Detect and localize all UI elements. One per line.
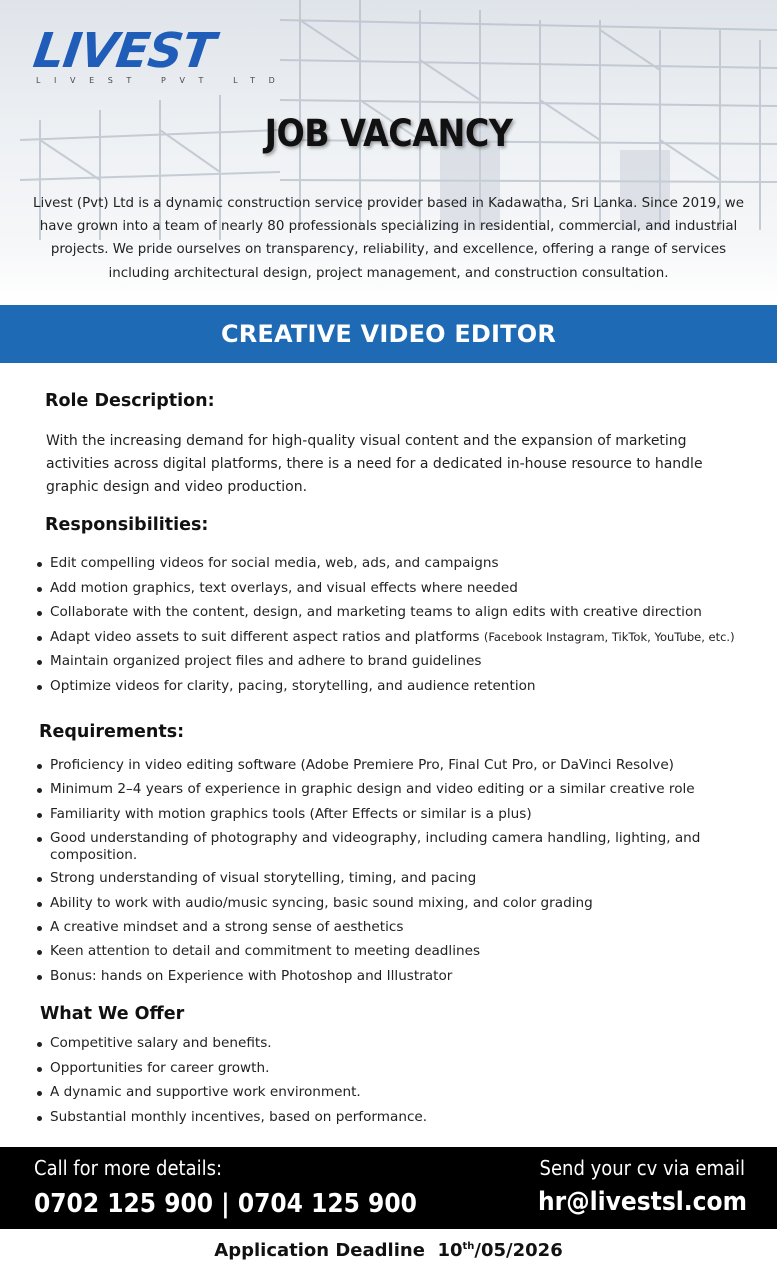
list-item: Minimum 2–4 years of experience in graphic design and video editing or a similar creative role bbox=[36, 781, 736, 805]
company-logo bbox=[30, 23, 289, 88]
logo-wordmark: LIVEST bbox=[30, 23, 218, 79]
deadline-day-suffix: th bbox=[462, 1241, 475, 1252]
list-item: Substantial monthly incentives, based on performance. bbox=[36, 1109, 427, 1134]
list-item: Add motion graphics, text overlays, and visual effects where needed bbox=[36, 580, 735, 605]
list-item: Keen attention to detail and commitment to meeting deadlines bbox=[36, 943, 736, 967]
requirements-list bbox=[36, 757, 736, 992]
list-item: Edit compelling videos for social media, web, ads, and campaigns bbox=[36, 555, 735, 580]
list-item: Optimize videos for clarity, pacing, storytelling, and audience retention bbox=[36, 678, 735, 703]
list-item: Bonus: hands on Experience with Photoshop and Illustrator bbox=[36, 968, 736, 992]
list-item: Competitive salary and benefits. bbox=[36, 1035, 427, 1060]
email-address[interactable]: hr@livestsl.com bbox=[538, 1187, 747, 1217]
position-banner bbox=[0, 305, 777, 363]
deadline-label: Application Deadline bbox=[214, 1240, 425, 1261]
role-heading: Role Description: bbox=[45, 391, 215, 411]
list-item: A dynamic and supportive work environment. bbox=[36, 1084, 427, 1109]
contact-footer bbox=[0, 1147, 777, 1229]
list-item: Familiarity with motion graphics tools (After Effects or similar is a plus) bbox=[36, 806, 736, 830]
offer-list bbox=[36, 1035, 427, 1133]
phone-numbers[interactable]: 0702 125 900 | 0704 125 900 bbox=[34, 1189, 417, 1219]
responsibilities-list bbox=[36, 555, 735, 703]
deadline-day: 10 bbox=[437, 1240, 463, 1261]
list-item: Good understanding of photography and videography, including camera handling, lighting, and composition. bbox=[36, 830, 736, 870]
list-item: Strong understanding of visual storytelling, timing, and pacing bbox=[36, 870, 736, 894]
responsibilities-heading: Responsibilities: bbox=[45, 515, 209, 535]
list-item: A creative mindset and a strong sense of aesthetics bbox=[36, 919, 736, 943]
list-item: Maintain organized project files and adhere to brand guidelines bbox=[36, 653, 735, 678]
company-intro: Livest (Pvt) Ltd is a dynamic construction service provider based in Kadawatha, Sri Lanka. Since 2019, we have grown into a team of nearly 80 professionals specializing in residential, commercial, and industrial projects. We pride ourselves on transparency, reliability, and excellence, offering a range of services including architectural design, project management, and construction consultation. bbox=[33, 196, 744, 281]
list-item: Proficiency in video editing software (Adobe Premiere Pro, Final Cut Pro, or DaVinci Resolve) bbox=[36, 757, 736, 781]
page-title: JOB VACANCY bbox=[264, 112, 513, 155]
role-description: With the increasing demand for high-quality visual content and the expansion of marketing activities across digital platforms, there is a need for a dedicated in-house resource to handle graphic design and video production. bbox=[46, 433, 703, 495]
list-item: Ability to work with audio/music syncing, basic sound mixing, and color grading bbox=[36, 895, 736, 919]
application-deadline bbox=[0, 1240, 777, 1261]
offer-heading: What We Offer bbox=[40, 1004, 185, 1024]
position-title: CREATIVE VIDEO EDITOR bbox=[220, 320, 557, 348]
platforms-note: (Facebook Instagram, TikTok, YouTube, etc.) bbox=[483, 629, 735, 644]
list-item: Collaborate with the content, design, and marketing teams to align edits with creative direction bbox=[36, 604, 735, 629]
deadline-date-rest: /05/2026 bbox=[474, 1240, 563, 1261]
list-item: Opportunities for career growth. bbox=[36, 1060, 427, 1085]
logo-subtext: LIVEST PVT LTD bbox=[36, 76, 289, 85]
hero-header bbox=[0, 0, 777, 305]
list-item: Adapt video assets to suit different aspect ratios and platforms (Facebook Instagram, TikTok, YouTube, etc.) bbox=[36, 629, 735, 654]
requirements-heading: Requirements: bbox=[39, 722, 185, 742]
email-label: Send your cv via email bbox=[539, 1156, 745, 1180]
call-label: Call for more details: bbox=[34, 1156, 223, 1180]
